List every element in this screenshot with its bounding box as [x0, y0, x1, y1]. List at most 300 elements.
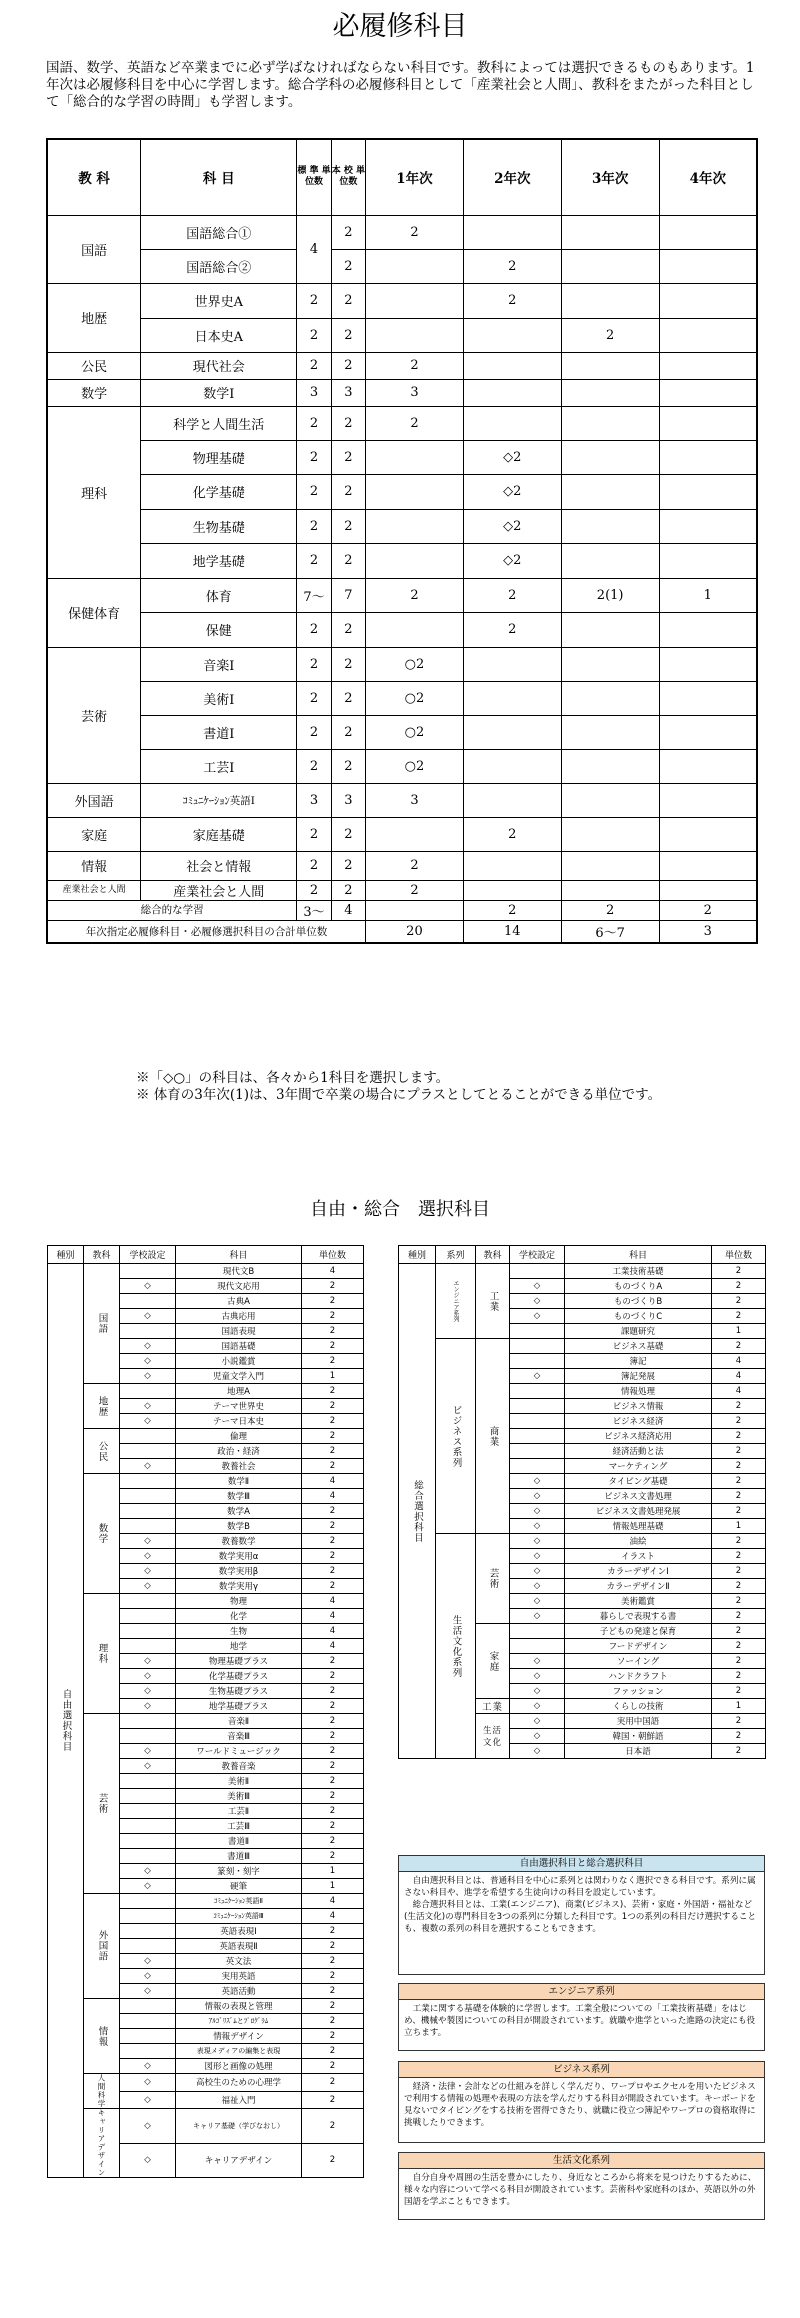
row-y4 [659, 647, 757, 681]
setting-mark: ◇ [120, 1669, 176, 1684]
row-y3 [561, 249, 659, 283]
unit-count: 2 [302, 1654, 364, 1669]
row-y3 [561, 749, 659, 783]
table-row [399, 1534, 766, 1549]
row-school-units: 2 [331, 715, 365, 749]
subject-name: 美術鑑賞 [565, 1594, 712, 1609]
subject-name: 書道Ⅲ [176, 1849, 302, 1864]
row-y3 [561, 817, 659, 851]
subject-name: ｺﾐｭﾆｹｰｼｮﾝ英語Ⅱ [176, 1894, 302, 1909]
row-y2: 2 [463, 900, 561, 920]
row-school-units: 2 [331, 440, 365, 474]
setting-mark: ◇ [510, 1294, 565, 1309]
subject-name: 子どもの発達と保育 [565, 1624, 712, 1639]
subject-name: 工芸Ⅲ [176, 1819, 302, 1834]
row-y1: 2 [366, 851, 464, 880]
setting-mark: ◇ [120, 1759, 176, 1774]
required-row [47, 647, 757, 681]
setting-mark [120, 1939, 176, 1954]
note-1: ※「◇○」の科目は、各々から1科目を選択します。 [136, 1070, 450, 1086]
info-box-para: 自分自身や周囲の生活を豊かにしたり、身近なところから将来を見つけたりするために、様々な内容について学べる科目が開設されています。芸術科や家庭科のほか、英語以外の外国語を学ぶこともできます。 [404, 2173, 757, 2207]
subject-name: 小説鑑賞 [176, 1354, 302, 1369]
setting-mark [510, 1384, 565, 1399]
row-subject: 産業社会と人間 [141, 880, 297, 900]
row-y1 [366, 474, 464, 509]
setting-mark [120, 1519, 176, 1534]
subject-name: 化学基礎プラス [176, 1669, 302, 1684]
subject-name: 工芸Ⅱ [176, 1804, 302, 1819]
unit-count: 2 [302, 2091, 364, 2109]
setting-mark [120, 1639, 176, 1654]
row-y2 [463, 783, 561, 817]
unit-count: 2 [712, 1609, 766, 1624]
subject-name: ｺﾐｭﾆｹｰｼｮﾝ英語Ⅲ [176, 1909, 302, 1924]
row-school-units: 3 [331, 379, 365, 406]
subject-name: ハンドクラフト [565, 1669, 712, 1684]
unit-count: 2 [712, 1534, 766, 1549]
subject-name: 表現メディアの編集と表現 [176, 2044, 302, 2059]
area-label: 工業 [487, 1290, 499, 1312]
header-setting: 学校設定 [510, 1246, 565, 1264]
setting-mark [120, 1789, 176, 1804]
area-label: 商業 [487, 1425, 499, 1447]
required-row [47, 749, 757, 783]
unit-count: 2 [302, 1744, 364, 1759]
subject-name: 簿記発展 [565, 1369, 712, 1384]
setting-mark: ◇ [510, 1549, 565, 1564]
row-y4 [659, 379, 757, 406]
row-y4 [659, 249, 757, 283]
subject-name: タイピング基礎 [565, 1474, 712, 1489]
unit-count: 4 [302, 1624, 364, 1639]
setting-mark [120, 1999, 176, 2014]
setting-mark: ◇ [120, 1279, 176, 1294]
series-label: ビジネス系列 [450, 1404, 462, 1468]
row-y1 [366, 249, 464, 283]
row-y4 [659, 318, 757, 352]
subject-name: ワールドミュージック [176, 1744, 302, 1759]
row-y3 [561, 647, 659, 681]
required-row [47, 817, 757, 851]
subject-name: ものづくりB [565, 1294, 712, 1309]
row-y3: 2 [561, 318, 659, 352]
setting-mark [120, 1729, 176, 1744]
unit-count: 1 [302, 1864, 364, 1879]
row-school-units: 2 [331, 817, 365, 851]
subject-name: 古典応用 [176, 1309, 302, 1324]
header-subject: 科目 [176, 1246, 302, 1264]
row-subject: ｺﾐｭﾆｹｰｼｮﾝ英語Ⅰ [141, 783, 297, 817]
subject-name: ものづくりA [565, 1279, 712, 1294]
info-box-title: ビジネス系列 [398, 2061, 765, 2078]
unit-count: 4 [302, 1609, 364, 1624]
unit-count: 2 [302, 1309, 364, 1324]
setting-mark: ◇ [120, 1969, 176, 1984]
subject-name: 福祉入門 [176, 2091, 302, 2109]
area-label: 情報 [96, 2025, 108, 2047]
unit-count: 1 [712, 1519, 766, 1534]
setting-mark [120, 1819, 176, 1834]
setting-mark: ◇ [510, 1714, 565, 1729]
setting-mark: ◇ [510, 1369, 565, 1384]
subject-name: カラーデザインⅡ [565, 1579, 712, 1594]
area-label: 家庭 [487, 1650, 499, 1672]
row-y2: ◇2 [463, 474, 561, 509]
subject-name: 実用中国語 [565, 1714, 712, 1729]
row-school-units: 3 [331, 783, 365, 817]
area-label: 生活文化 [482, 1726, 502, 1748]
setting-mark [120, 1474, 176, 1489]
subject-name: 生物 [176, 1624, 302, 1639]
subject-name: 簿記 [565, 1354, 712, 1369]
setting-mark [510, 1399, 565, 1414]
row-standard-units: 4 [297, 215, 331, 283]
row-subject: 社会と情報 [141, 851, 297, 880]
row-y2 [463, 379, 561, 406]
area-label: 工業 [481, 1702, 503, 1713]
unit-count: 2 [712, 1744, 766, 1759]
subject-name: 教養社会 [176, 1459, 302, 1474]
setting-mark [120, 1504, 176, 1519]
subject-name: 教養数学 [176, 1534, 302, 1549]
required-row [47, 283, 757, 318]
area-label: 数学 [96, 1523, 108, 1544]
row-subject-area: 保健体育 [47, 578, 141, 647]
subject-name: 経済活動と法 [565, 1444, 712, 1459]
area-label: 公民 [96, 1440, 108, 1462]
header-area: 教科 [476, 1246, 510, 1264]
setting-mark [510, 1324, 565, 1339]
subject-name: 油絵 [565, 1534, 712, 1549]
row-y4 [659, 783, 757, 817]
unit-count: 2 [712, 1669, 766, 1684]
unit-count: 2 [712, 1339, 766, 1354]
row-standard-units: 2 [297, 352, 331, 379]
subject-name: 児童文学入門 [176, 1369, 302, 1384]
subject-name: イラスト [565, 1549, 712, 1564]
unit-count: 2 [302, 1984, 364, 1999]
row-school-units: 2 [331, 647, 365, 681]
setting-mark: ◇ [510, 1489, 565, 1504]
row-school-units: 2 [331, 474, 365, 509]
required-row [47, 681, 757, 715]
row-standard-units: 2 [297, 715, 331, 749]
row-standard-units: 2 [297, 474, 331, 509]
row-school-units: 7 [331, 578, 365, 612]
table-row [48, 1264, 364, 1279]
setting-mark: ◇ [120, 1879, 176, 1894]
row-subject-area: 理科 [47, 406, 141, 578]
setting-mark: ◇ [120, 1684, 176, 1699]
row-standard-units: 3 [297, 379, 331, 406]
subject-name: ファッション [565, 1684, 712, 1699]
row-y2 [463, 647, 561, 681]
row-y4 [659, 352, 757, 379]
subject-name: 国語表現 [176, 1324, 302, 1339]
row-y2 [463, 715, 561, 749]
row-subject: 科学と人間生活 [141, 406, 297, 440]
setting-mark: ◇ [510, 1504, 565, 1519]
row-standard-units: 2 [297, 318, 331, 352]
row-y3 [561, 474, 659, 509]
row-school-units: 2 [331, 406, 365, 440]
unit-count: 2 [302, 1414, 364, 1429]
setting-mark [120, 1429, 176, 1444]
area-label: キャリアデザイン [97, 2109, 106, 2177]
setting-mark [120, 1489, 176, 1504]
row-y1 [366, 817, 464, 851]
setting-mark [120, 1804, 176, 1819]
setting-mark: ◇ [510, 1564, 565, 1579]
unit-count: 4 [302, 1639, 364, 1654]
kind-cell [399, 1264, 436, 1759]
subject-name: 政治・経済 [176, 1444, 302, 1459]
unit-count: 2 [712, 1459, 766, 1474]
subject-name: 実用英語 [176, 1969, 302, 1984]
row-y3 [561, 851, 659, 880]
header-standard-units: 標 準 単位数 [297, 139, 331, 215]
area-cell [84, 1714, 120, 1894]
area-cell [476, 1264, 510, 1339]
setting-mark: ◇ [120, 1309, 176, 1324]
unit-count: 4 [302, 1909, 364, 1924]
row-y1 [366, 612, 464, 647]
setting-mark [120, 2014, 176, 2029]
setting-mark [510, 1459, 565, 1474]
area-label: 地歴 [96, 1395, 108, 1417]
row-y3 [561, 681, 659, 715]
row-subject-area: 情報 [47, 851, 141, 880]
row-y4 [659, 406, 757, 440]
unit-count: 2 [302, 1504, 364, 1519]
unit-count: 2 [302, 1684, 364, 1699]
unit-count: 4 [302, 1474, 364, 1489]
setting-mark: ◇ [120, 1564, 176, 1579]
row-y4: 1 [659, 578, 757, 612]
row-subject-area: 地歴 [47, 283, 141, 352]
row-y3 [561, 543, 659, 578]
row-school-units: 2 [331, 681, 365, 715]
table-row [48, 1714, 364, 1729]
row-y2: 2 [463, 612, 561, 647]
unit-count: 2 [712, 1624, 766, 1639]
row-standard-units: 2 [297, 509, 331, 543]
row-subject: 世界史A [141, 283, 297, 318]
header-series: 系列 [436, 1246, 476, 1264]
general-elective-header [399, 1246, 766, 1264]
unit-count: 2 [302, 1354, 364, 1369]
info-box-lifestyle [398, 2152, 765, 2220]
unit-count: 2 [302, 2109, 364, 2144]
row-subject: 書道Ⅰ [141, 715, 297, 749]
unit-count: 4 [302, 1894, 364, 1909]
series-label: 生活文化系列 [450, 1614, 462, 1678]
area-cell [84, 1384, 120, 1429]
setting-mark: ◇ [120, 1399, 176, 1414]
header-year2: 2年次 [463, 139, 561, 215]
row-school-units: 2 [331, 352, 365, 379]
setting-mark: ◇ [120, 1339, 176, 1354]
kind-cell [48, 1264, 84, 2178]
unit-count: 4 [712, 1354, 766, 1369]
row-school-units: 2 [331, 851, 365, 880]
subject-name: キャリアデザイン [176, 2143, 302, 2178]
unit-count: 2 [712, 1294, 766, 1309]
row-y2 [463, 681, 561, 715]
unit-count: 2 [302, 2044, 364, 2059]
area-cell [84, 2109, 120, 2178]
subject-name: 倫理 [176, 1429, 302, 1444]
area-cell [84, 1894, 120, 1999]
required-row [47, 880, 757, 900]
row-y3 [561, 715, 659, 749]
area-label: 芸術 [487, 1568, 499, 1589]
unit-count: 2 [712, 1639, 766, 1654]
row-y4 [659, 851, 757, 880]
required-subjects-table [46, 138, 758, 944]
row-standard-units: 2 [297, 406, 331, 440]
total-year2: 14 [463, 920, 561, 943]
row-standard-units: 2 [297, 749, 331, 783]
unit-count: 2 [712, 1714, 766, 1729]
setting-mark [120, 1924, 176, 1939]
row-y3 [561, 509, 659, 543]
unit-count: 4 [302, 1594, 364, 1609]
row-subject: 保健 [141, 612, 297, 647]
area-cell [84, 1594, 120, 1714]
subject-name: ビジネス文書処理 [565, 1489, 712, 1504]
unit-count: 2 [712, 1729, 766, 1744]
row-standard-units: 2 [297, 647, 331, 681]
row-y3 [561, 612, 659, 647]
subject-name: 数学実用β [176, 1564, 302, 1579]
row-y2 [463, 851, 561, 880]
area-cell [84, 1474, 120, 1594]
unit-count: 2 [302, 1279, 364, 1294]
area-cell [476, 1699, 510, 1714]
row-y1: 3 [366, 379, 464, 406]
setting-mark [510, 1624, 565, 1639]
subject-name: キャリア基礎（学びなおし） [176, 2109, 302, 2144]
unit-count: 2 [712, 1594, 766, 1609]
subject-name: ビジネス基礎 [565, 1339, 712, 1354]
total-row [47, 920, 757, 943]
row-school-units: 2 [331, 880, 365, 900]
subject-name: ビジネス情報 [565, 1399, 712, 1414]
setting-mark: ◇ [120, 1654, 176, 1669]
unit-count: 2 [302, 1669, 364, 1684]
setting-mark [120, 2029, 176, 2044]
row-subject-area: 芸術 [47, 647, 141, 783]
row-y1 [366, 543, 464, 578]
table-row [48, 1474, 364, 1489]
subject-name: ソーイング [565, 1654, 712, 1669]
setting-mark [120, 1384, 176, 1399]
row-standard-units: 3 [297, 783, 331, 817]
row-y4 [659, 749, 757, 783]
subject-name: 工業技術基礎 [565, 1264, 712, 1279]
subject-name: 英語表現Ⅰ [176, 1924, 302, 1939]
area-cell [84, 1264, 120, 1384]
subject-name: 地学 [176, 1639, 302, 1654]
unit-count: 2 [712, 1399, 766, 1414]
setting-mark [510, 1429, 565, 1444]
unit-count: 2 [712, 1264, 766, 1279]
unit-count: 2 [302, 2074, 364, 2092]
subject-name: 英語表現Ⅱ [176, 1939, 302, 1954]
subject-name: 書道Ⅱ [176, 1834, 302, 1849]
setting-mark: ◇ [120, 1534, 176, 1549]
row-standard-units: 2 [297, 543, 331, 578]
page-title: 必履修科目 [332, 11, 468, 42]
row-y3 [561, 352, 659, 379]
row-y4 [659, 715, 757, 749]
free-elective-table [47, 1245, 364, 2178]
unit-count: 1 [712, 1324, 766, 1339]
row-subject: 現代社会 [141, 352, 297, 379]
unit-count: 4 [712, 1369, 766, 1384]
info-box-para: 経済・法律・会計などの仕組みを詳しく学んだり、ワープロやエクセルを用いたビジネスで利用する情報の処理や表現の方法を学んだりする科目が開設されています。キーボードを見ないでタイピングをする技術を習得できたり、就職に役立つ簿記やワープロの資格取得に挑戦したりできます。 [404, 2082, 756, 2128]
unit-count: 2 [712, 1684, 766, 1699]
row-y1: 2 [366, 880, 464, 900]
setting-mark: ◇ [510, 1474, 565, 1489]
setting-mark [120, 1849, 176, 1864]
unit-count: 2 [712, 1309, 766, 1324]
unit-count: 2 [302, 1324, 364, 1339]
row-y2: 2 [463, 578, 561, 612]
row-standard-units: 2 [297, 440, 331, 474]
row-y2 [463, 215, 561, 249]
area-label: 人間科学 [97, 2074, 106, 2108]
subject-name: 日本語 [565, 1744, 712, 1759]
info-box-title: エンジニア系列 [398, 1983, 765, 2000]
row-school-units: 2 [331, 543, 365, 578]
setting-mark: ◇ [510, 1309, 565, 1324]
unit-count: 4 [302, 1489, 364, 1504]
table-header-row [47, 139, 757, 215]
free-elective-header [48, 1246, 364, 1264]
subject-name: ビジネス経済応用 [565, 1429, 712, 1444]
row-y4 [659, 543, 757, 578]
general-elective-table [398, 1245, 766, 1759]
row-y4: 2 [659, 900, 757, 920]
info-box-para: 自由選択科目とは、普通科目を中心に系列とは関わりなく選択できる科目です。系列に属さない科目や、進学を希望する生徒向けの科目を設定しています。 [404, 1876, 756, 1898]
setting-mark: ◇ [120, 2091, 176, 2109]
subject-name: 数学A [176, 1504, 302, 1519]
unit-count: 2 [302, 1564, 364, 1579]
unit-count: 1 [712, 1699, 766, 1714]
info-box-body [398, 2000, 765, 2051]
subject-name: 暮らしで表現する書 [565, 1609, 712, 1624]
setting-mark [120, 1609, 176, 1624]
row-school-units: 2 [331, 749, 365, 783]
row-y3: 2 [561, 900, 659, 920]
kind-label: 総合選択科目 [412, 1479, 423, 1543]
total-label: 年次指定必履修科目・必履修選択科目の合計単位数 [47, 920, 366, 943]
row-y1 [366, 283, 464, 318]
subject-name: 古典A [176, 1294, 302, 1309]
series-cell [436, 1534, 476, 1759]
subject-name: 現代文B [176, 1264, 302, 1279]
row-y4 [659, 440, 757, 474]
row-y1 [366, 318, 464, 352]
header-setting: 学校設定 [120, 1246, 176, 1264]
unit-count: 2 [712, 1504, 766, 1519]
setting-mark: ◇ [510, 1699, 565, 1714]
row-subject: 国語総合② [141, 249, 297, 283]
subject-name: 音楽Ⅱ [176, 1714, 302, 1729]
setting-mark: ◇ [510, 1609, 565, 1624]
